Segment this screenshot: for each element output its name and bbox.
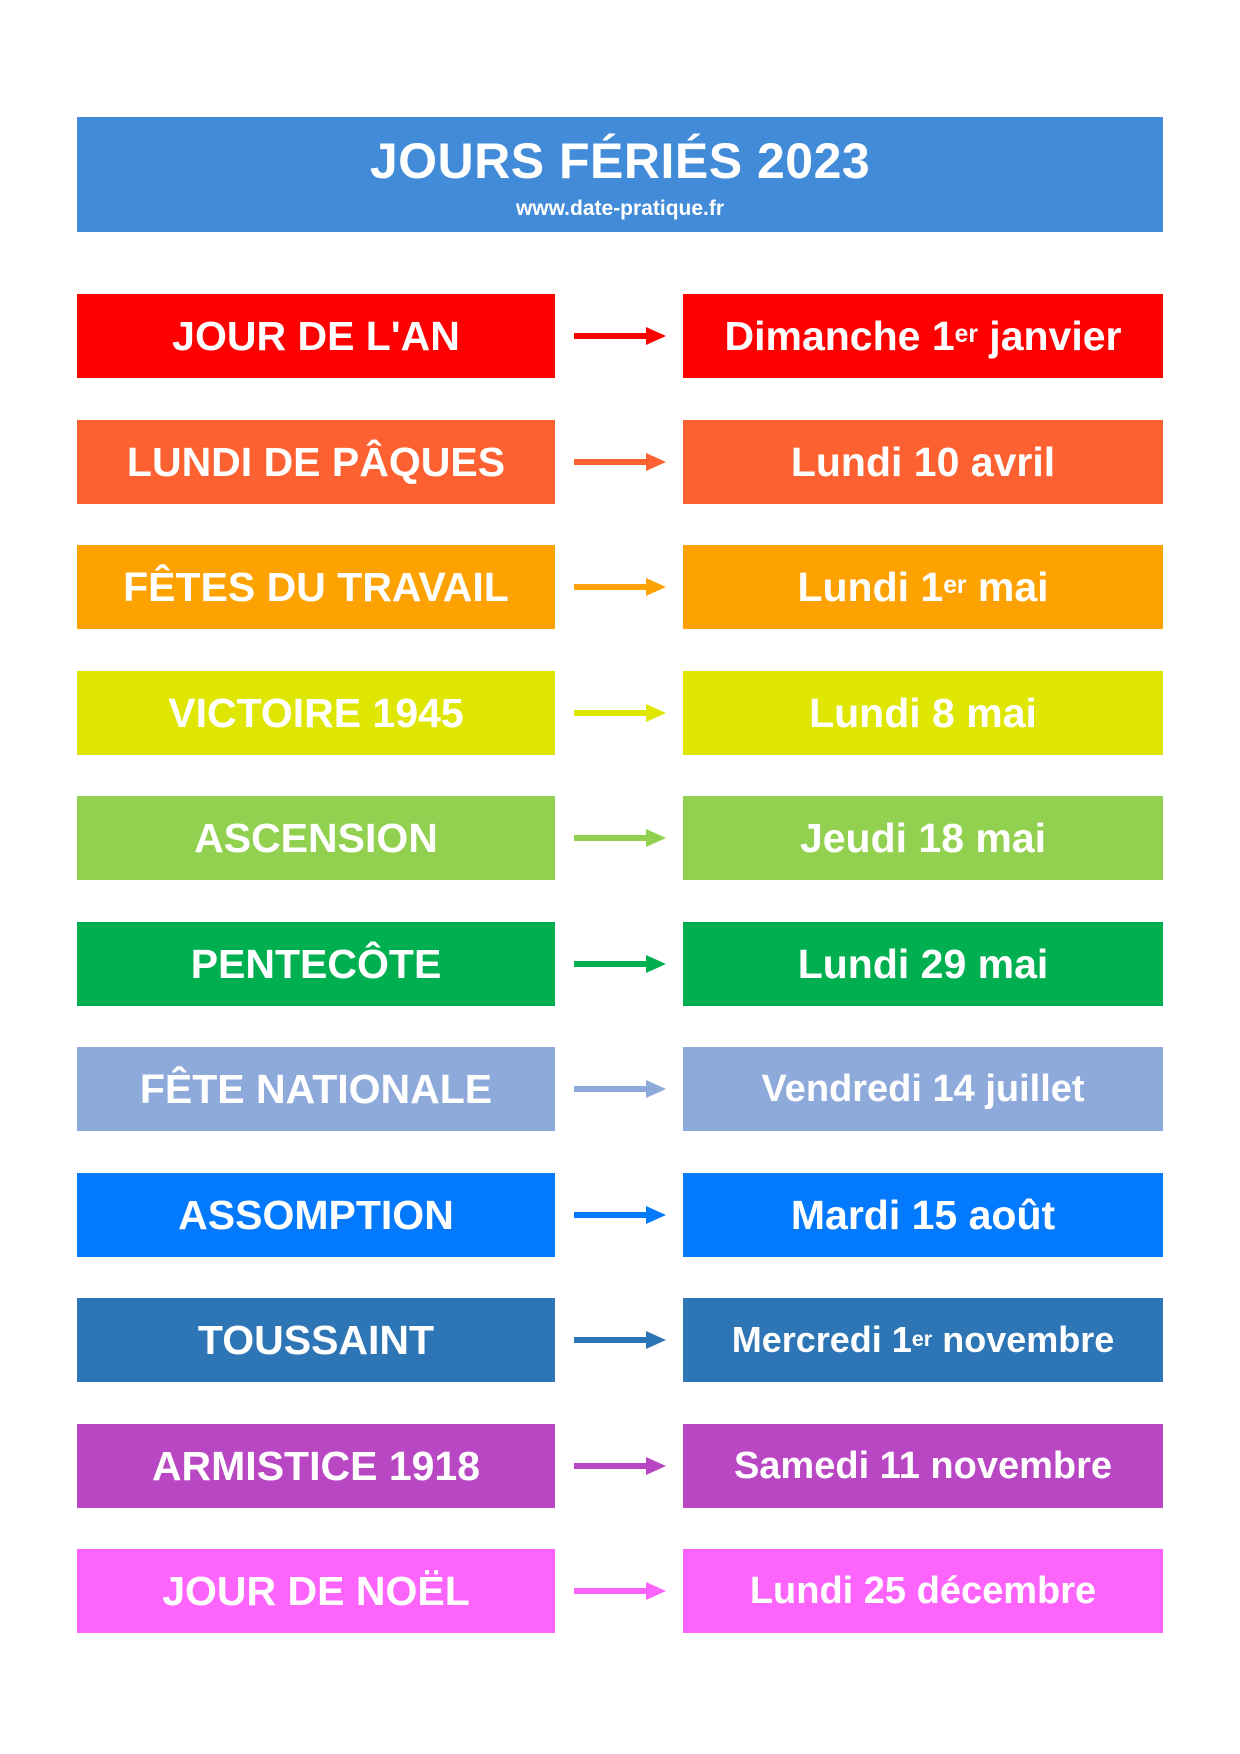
holiday-date <box>683 420 1163 504</box>
holiday-date-main: Mardi 15 août <box>790 1191 1056 1238</box>
holiday-row <box>77 420 1163 504</box>
holiday-date-main: Lundi 1 <box>797 563 944 610</box>
page-title: JOURS FÉRIÉS 2023 <box>369 133 871 189</box>
holiday-date: Dimanche 1 $^{er}$ janvier <box>683 294 1163 378</box>
holiday-date-main: Jeudi 18 mai <box>799 814 1047 861</box>
right-arrow-icon <box>574 828 666 848</box>
holiday-date: Lundi 1 $^{er}$ mai <box>683 545 1163 629</box>
holiday-row <box>77 1173 1163 1257</box>
holiday-date-main: Mercredi 1 <box>731 1319 912 1360</box>
holiday-date-month: janvier <box>977 312 1122 359</box>
right-arrow-icon <box>574 1330 666 1350</box>
right-arrow-icon <box>574 703 666 723</box>
right-arrow-icon <box>574 1205 666 1225</box>
holiday-name: FÊTE NATIONALE <box>77 1047 555 1131</box>
holiday-name: FÊTES DU TRAVAIL <box>77 545 555 629</box>
right-arrow-icon <box>574 452 666 472</box>
holiday-date <box>683 671 1163 755</box>
page-header <box>77 117 1163 232</box>
holiday-name: PENTECÔTE <box>77 922 555 1006</box>
holiday-date-main: Lundi 29 mai <box>797 940 1049 987</box>
holiday-date <box>683 1047 1163 1131</box>
holiday-date <box>683 1424 1163 1508</box>
holiday-row <box>77 1424 1163 1508</box>
right-arrow-icon <box>574 1581 666 1601</box>
holiday-date-main: Samedi 11 novembre <box>733 1444 1113 1487</box>
holiday-name: LUNDI DE PÂQUES <box>77 420 555 504</box>
holiday-date-main: Lundi 25 décembre <box>749 1569 1097 1612</box>
holiday-row <box>77 294 1163 378</box>
holiday-date <box>683 796 1163 880</box>
holiday-date-main: Vendredi 14 juillet <box>761 1067 1085 1110</box>
holiday-date <box>683 1173 1163 1257</box>
holiday-name: VICTOIRE 1945 <box>77 671 555 755</box>
holiday-row <box>77 1298 1163 1382</box>
holiday-date-main: Lundi 10 avril <box>790 438 1056 485</box>
right-arrow-icon <box>574 1456 666 1476</box>
holiday-row <box>77 1549 1163 1633</box>
holiday-date-month: novembre <box>932 1319 1115 1360</box>
holiday-name: JOUR DE NOËL <box>77 1549 555 1633</box>
holiday-row <box>77 922 1163 1006</box>
right-arrow-icon <box>574 954 666 974</box>
holiday-row <box>77 796 1163 880</box>
right-arrow-icon <box>574 577 666 597</box>
holiday-name: ASSOMPTION <box>77 1173 555 1257</box>
website-url: www.date-pratique.fr <box>515 197 725 220</box>
holiday-name: JOUR DE L'AN <box>77 294 555 378</box>
holiday-date <box>683 922 1163 1006</box>
right-arrow-icon <box>574 1079 666 1099</box>
holiday-date-main: Dimanche 1 <box>724 312 955 359</box>
holiday-row <box>77 671 1163 755</box>
holiday-row <box>77 545 1163 629</box>
holiday-name: TOUSSAINT <box>77 1298 555 1382</box>
holiday-date: Mercredi 1 $^{er}$ novembre <box>683 1298 1163 1382</box>
holiday-row <box>77 1047 1163 1131</box>
holiday-date <box>683 1549 1163 1633</box>
holiday-name: ARMISTICE 1918 <box>77 1424 555 1508</box>
holiday-date-month: mai <box>966 563 1049 610</box>
holiday-date-main: Lundi 8 mai <box>809 689 1037 736</box>
right-arrow-icon <box>574 326 666 346</box>
holiday-name: ASCENSION <box>77 796 555 880</box>
